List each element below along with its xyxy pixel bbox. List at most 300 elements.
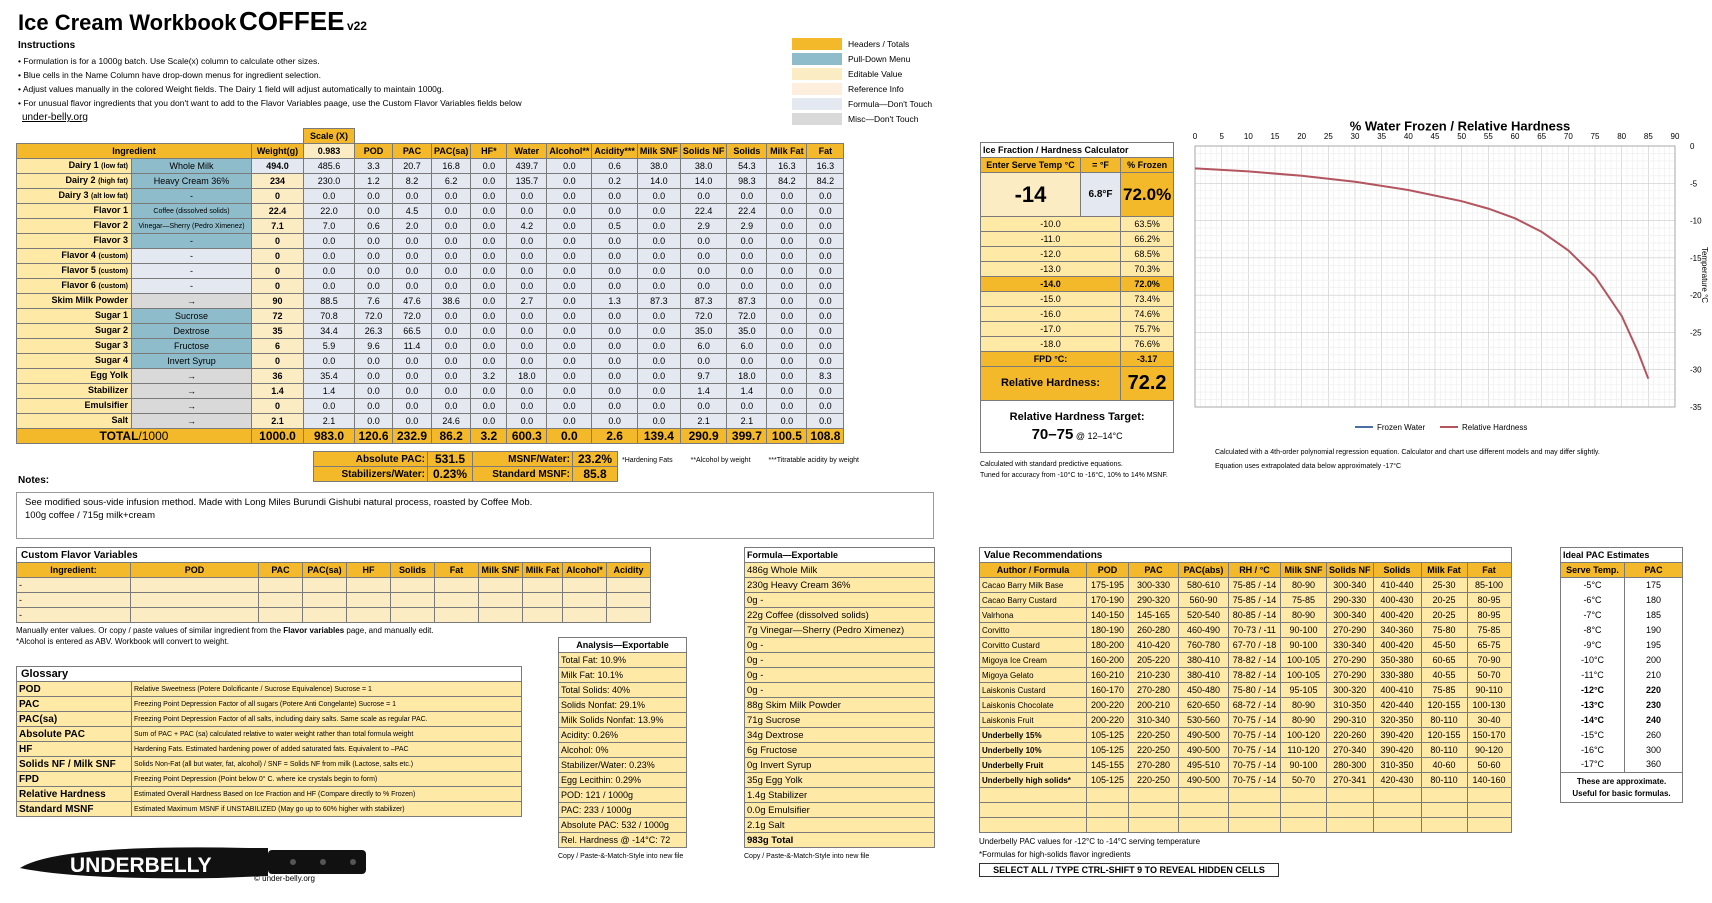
rec-cell: 80-90 [1281, 608, 1327, 623]
formula-row [745, 623, 935, 638]
value-cell: 0.0 [432, 309, 471, 324]
ingredient-label-sub: (low fat) [101, 163, 128, 170]
custom-cell[interactable] [391, 608, 435, 623]
value-cell: 11.4 [393, 339, 432, 354]
analysis-item: Rel. Hardness @ -14°C: 72 [559, 833, 687, 848]
ingredient-row [17, 369, 844, 384]
weight-input[interactable]: 90 [252, 294, 304, 309]
ingredient-label [17, 249, 132, 264]
value-cell: 0.0 [304, 234, 355, 249]
ingredient-name-select: → [132, 384, 252, 399]
pac-temp: -17°C [1561, 758, 1625, 773]
custom-cell[interactable] [391, 578, 435, 593]
custom-col-header: POD [131, 563, 259, 578]
value-cell: 3.3 [355, 159, 393, 174]
custom-cell[interactable]: - [17, 578, 131, 593]
custom-cell[interactable] [607, 608, 651, 623]
value-cell: 38.0 [637, 159, 680, 174]
custom-cell[interactable]: - [17, 593, 131, 608]
ingredient-name-select[interactable]: Heavy Cream 36% [132, 174, 252, 189]
rec-cell: 620-650 [1179, 698, 1229, 713]
ice-temp: -12.0 [981, 247, 1121, 262]
value-cell: 0.0 [637, 264, 680, 279]
value-cell: 0.0 [807, 399, 844, 414]
fahrenheit-header: = °F [1081, 158, 1121, 173]
value-cell: 0.0 [471, 234, 507, 249]
rec-cell: 50-70 [1281, 773, 1327, 788]
value-cell: 0.0 [807, 324, 844, 339]
weight-input[interactable]: 0 [252, 189, 304, 204]
y-tick-label: -20 [1690, 291, 1702, 301]
pac-row [1561, 698, 1683, 713]
custom-cell[interactable] [523, 593, 563, 608]
rec-cell: 145-165 [1129, 608, 1179, 623]
rec-cell: 580-610 [1179, 578, 1229, 593]
chart-note: Equation uses extrapolated data below approximately -17°C [1215, 463, 1402, 470]
pac-row [1561, 578, 1683, 593]
ingredient-label [17, 324, 132, 339]
rec-row [980, 623, 1512, 638]
legend-swatch [792, 113, 842, 125]
formula-row [745, 578, 935, 593]
value-cell: 0.6 [355, 219, 393, 234]
ingredient-label [17, 309, 132, 324]
rec-cell: 45-50 [1421, 638, 1467, 653]
custom-cell[interactable] [479, 593, 523, 608]
value-cell: 0.5 [592, 219, 638, 234]
pac-temp: -12°C [1561, 683, 1625, 698]
custom-cell[interactable] [131, 578, 259, 593]
total-value: 0.0 [547, 429, 592, 444]
analysis-item: Solids Nonfat: 29.1% [559, 698, 687, 713]
custom-cell[interactable] [259, 593, 303, 608]
glossary-term: HF [17, 742, 132, 757]
x-tick-label: 45 [1430, 132, 1440, 141]
custom-cell[interactable] [563, 608, 607, 623]
instructions-heading: Instructions [18, 40, 76, 51]
rec-cell: 310-340 [1129, 713, 1179, 728]
weight-input[interactable]: 1.4 [252, 384, 304, 399]
pac-value: 220 [1625, 683, 1683, 698]
weight-input[interactable]: 0 [252, 279, 304, 294]
instructions-block [18, 40, 618, 123]
ice-frozen: 76.6% [1121, 337, 1174, 352]
value-cell: 0.0 [547, 399, 592, 414]
value-cell: 0.0 [471, 414, 507, 429]
instruction-line: • Adjust values manually in the colored Weight fields. The Dairy 1 field will adjust automatically to maintain 1000g. [18, 84, 444, 94]
y-tick-label: -25 [1690, 328, 1702, 338]
value-cell: 0.0 [767, 339, 807, 354]
value-cell: 0.0 [767, 234, 807, 249]
rec-empty-cell [1229, 818, 1281, 833]
value-cell: 0.0 [767, 384, 807, 399]
rec-empty-cell [1129, 818, 1179, 833]
notes-field[interactable] [16, 492, 934, 539]
rec-cell: 90-120 [1467, 743, 1511, 758]
glossary-def: Solids Non-Fat (all but water, fat, alcohol) / SNF = Solids NF from milk (Lactose, salts etc.) [132, 757, 522, 772]
rec-cell: 290-310 [1327, 713, 1374, 728]
rec-cell: 75-80 [1421, 623, 1467, 638]
rec-cell: 220-250 [1129, 743, 1179, 758]
custom-col-header: Ingredient: [17, 563, 131, 578]
ingredient-name-select[interactable]: Whole Milk [132, 159, 252, 174]
custom-cell[interactable] [523, 608, 563, 623]
value-cell: 0.0 [547, 369, 592, 384]
value-cell: 66.5 [393, 324, 432, 339]
analysis-item: Absolute PAC: 532 / 1000g [559, 818, 687, 833]
formula-row [745, 683, 935, 698]
value-cell: 0.0 [637, 399, 680, 414]
scale-label: Scale (X) [304, 129, 355, 144]
value-cell: 20.7 [393, 159, 432, 174]
rec-cell: Corvitto [980, 623, 1087, 638]
value-cell: 0.0 [393, 264, 432, 279]
custom-cell[interactable] [479, 578, 523, 593]
ingredient-row [17, 384, 844, 399]
rec-cell: 105-125 [1087, 743, 1129, 758]
custom-cell[interactable] [563, 593, 607, 608]
rec-cell: 270-290 [1327, 623, 1374, 638]
rec-cell: 220-250 [1129, 728, 1179, 743]
custom-cell[interactable] [391, 593, 435, 608]
formula-item: 22g Coffee (dissolved solids) [745, 608, 935, 623]
ingredient-label-sub: (custom) [98, 253, 128, 260]
value-cell: 0.0 [767, 399, 807, 414]
weight-input[interactable]: 2.1 [252, 414, 304, 429]
rec-title-row [980, 548, 1512, 563]
weight-input[interactable]: 0 [252, 264, 304, 279]
value-cell: 0.0 [355, 234, 393, 249]
value-cell: 9.6 [355, 339, 393, 354]
ingredient-name-select[interactable]: Dextrose [132, 324, 252, 339]
col-header: Solids NF [680, 144, 727, 159]
footnote: **Alcohol by weight [690, 457, 751, 464]
total-value: 232.9 [393, 429, 432, 444]
value-cell: 0.0 [547, 204, 592, 219]
formula-row [745, 728, 935, 743]
rec-cell: 90-100 [1281, 638, 1327, 653]
rec-cell: 80-90 [1281, 713, 1327, 728]
value-cell: 14.0 [637, 174, 680, 189]
value-cell: 24.6 [432, 414, 471, 429]
rec-cell: 410-420 [1129, 638, 1179, 653]
rec-empty-cell [1327, 788, 1374, 803]
value-cell: 0.0 [432, 249, 471, 264]
legend-label: Headers / Totals [848, 38, 910, 49]
summary-value: 23.2% [573, 452, 618, 467]
rec-col-header: Milk SNF [1281, 563, 1327, 578]
rec-note-2: *Formulas for high-solids flavor ingredients [979, 850, 1131, 859]
value-cell: 0.0 [727, 354, 767, 369]
y-tick-label: -10 [1690, 216, 1702, 226]
custom-note-c: page, and manually edit. [346, 626, 434, 635]
ingredient-name-select: → [132, 369, 252, 384]
y-tick-label: -5 [1690, 179, 1698, 189]
rec-cell: 160-200 [1087, 653, 1129, 668]
weight-input[interactable]: 7.1 [252, 219, 304, 234]
rec-cell: 210-230 [1129, 668, 1179, 683]
rec-cell: 300-340 [1327, 608, 1374, 623]
value-cell: 0.0 [807, 354, 844, 369]
rec-cell: 20-25 [1421, 608, 1467, 623]
weight-input[interactable]: 36 [252, 369, 304, 384]
value-cell: 0.0 [592, 369, 638, 384]
ingredient-label [17, 354, 132, 369]
value-cell: 18.0 [727, 369, 767, 384]
weight-input[interactable]: 0 [252, 249, 304, 264]
value-cell: 0.0 [637, 369, 680, 384]
logo-text: UNDERBELLY [70, 854, 212, 877]
footnote: *Hardening Fats [622, 457, 673, 464]
value-cell: 1.4 [727, 384, 767, 399]
weight-input[interactable]: 6 [252, 339, 304, 354]
value-cell: 72.0 [355, 309, 393, 324]
rec-cell: 100-105 [1281, 653, 1327, 668]
rec-empty-cell [1129, 803, 1179, 818]
value-cell: 26.3 [355, 324, 393, 339]
rec-cell: 50-70 [1467, 668, 1511, 683]
pac-temp: -7°C [1561, 608, 1625, 623]
pac-value: 190 [1625, 623, 1683, 638]
ingredient-name-select[interactable]: Sucrose [132, 309, 252, 324]
ingredient-label-text: Flavor 6 [61, 280, 96, 290]
ingredient-label [17, 159, 132, 174]
select-all-button[interactable]: SELECT ALL / TYPE CTRL-SHIFT 9 TO REVEAL HIDDEN CELLS [979, 863, 1279, 877]
value-cell: 0.0 [393, 249, 432, 264]
x-tick-label: 15 [1270, 132, 1280, 141]
ingredient-name-select[interactable]: Vinegar—Sherry (Pedro Ximenez) [132, 219, 252, 234]
custom-cell[interactable] [607, 593, 651, 608]
value-cell: 0.0 [355, 189, 393, 204]
value-cell: 0.0 [471, 189, 507, 204]
value-cell: 0.0 [547, 249, 592, 264]
legend-label: Misc—Don't Touch [848, 113, 919, 124]
pac-value: 300 [1625, 743, 1683, 758]
rec-cell: 70-90 [1467, 653, 1511, 668]
custom-cell[interactable] [435, 593, 479, 608]
formula-row [745, 698, 935, 713]
weight-input[interactable]: 22.4 [252, 204, 304, 219]
ingredient-name-select[interactable]: - [132, 189, 252, 204]
rec-cell: 350-380 [1373, 653, 1421, 668]
custom-note-b: Flavor variables [283, 626, 345, 635]
summary-row [314, 452, 618, 467]
value-cell: 0.0 [592, 414, 638, 429]
value-cell: 0.0 [637, 414, 680, 429]
pac-value: 200 [1625, 653, 1683, 668]
ingredient-label-sub: (custom) [98, 283, 128, 290]
ingredient-label-text: Flavor 4 [61, 250, 96, 260]
weight-input[interactable]: 0 [252, 234, 304, 249]
custom-cell[interactable]: - [17, 608, 131, 623]
rec-cell: Laiskonis Chocolate [980, 698, 1087, 713]
notes-text-1: See modified sous-vide infusion method. Made with Long Miles Burundi Gishubi natural process, roasted by Coffee Mob. [25, 497, 533, 508]
value-cell: 0.0 [355, 249, 393, 264]
scale-row [17, 129, 844, 144]
custom-cell[interactable] [259, 578, 303, 593]
rec-empty-cell [1087, 818, 1129, 833]
col-header: Solids [727, 144, 767, 159]
custom-cell[interactable] [523, 578, 563, 593]
custom-cell[interactable] [131, 608, 259, 623]
value-cell: 98.3 [727, 174, 767, 189]
value-recommendations-table [979, 547, 1512, 877]
rec-cell: 70-73 / -11 [1229, 623, 1281, 638]
value-cell: 0.0 [767, 369, 807, 384]
ingredient-label [17, 414, 132, 429]
weight-input[interactable]: 234 [252, 174, 304, 189]
value-cell: 0.0 [471, 309, 507, 324]
custom-cell[interactable] [435, 578, 479, 593]
ingredient-name-select[interactable]: Fructose [132, 339, 252, 354]
value-cell: 0.0 [592, 279, 638, 294]
ingredient-label [17, 294, 132, 309]
custom-cell[interactable] [607, 578, 651, 593]
custom-cell[interactable] [303, 608, 347, 623]
value-cell: 18.0 [507, 369, 547, 384]
rec-header-row [980, 563, 1512, 578]
value-cell: 0.0 [304, 249, 355, 264]
rec-empty-cell [1179, 788, 1229, 803]
rec-cell: 150-170 [1467, 728, 1511, 743]
glossary-def: Freezing Point Depression Factor of all salts, including dairy salts. Same scale as regular PAC. [132, 712, 522, 727]
ingredient-name-select[interactable]: Coffee (dissolved solids) [132, 204, 252, 219]
total-value: 399.7 [727, 429, 767, 444]
weight-input[interactable]: 35 [252, 324, 304, 339]
rec-cell: 75-80 / -14 [1229, 683, 1281, 698]
value-cell: 0.0 [767, 219, 807, 234]
weight-input[interactable]: 0 [252, 354, 304, 369]
total-value: 139.4 [637, 429, 680, 444]
ingredient-label-text: Sugar 1 [94, 310, 128, 320]
instructions-link[interactable]: under-belly.org [22, 112, 88, 123]
ingredient-label-text: Skim Milk Powder [51, 295, 128, 305]
ingredient-row [17, 204, 844, 219]
value-cell: 0.0 [767, 354, 807, 369]
legend-swatch [792, 68, 842, 80]
custom-cell[interactable] [131, 593, 259, 608]
value-cell: 0.0 [471, 384, 507, 399]
rec-empty-cell [980, 803, 1087, 818]
custom-cell[interactable] [563, 578, 607, 593]
ice-frozen: 66.2% [1121, 232, 1174, 247]
value-cell: 1.4 [304, 384, 355, 399]
custom-flavor-note-1 [16, 626, 651, 635]
custom-cell[interactable] [259, 608, 303, 623]
page-title [18, 6, 367, 37]
pac-header-row [1561, 563, 1683, 578]
value-cell: 0.0 [471, 354, 507, 369]
formula-row [745, 713, 935, 728]
ice-frozen: 63.5% [1121, 217, 1174, 232]
value-cell: 0.0 [592, 189, 638, 204]
formula-item: 6g Fructose [745, 743, 935, 758]
custom-cell[interactable] [479, 608, 523, 623]
ice-fraction-row [981, 262, 1174, 277]
ice-temp: -11.0 [981, 232, 1121, 247]
ingredient-name-select[interactable]: - [132, 234, 252, 249]
chart-title: % Water Frozen / Relative Hardness [1349, 118, 1571, 134]
legend-label: Pull-Down Menu [848, 53, 911, 64]
rec-cell: 75-85 / -14 [1229, 578, 1281, 593]
analysis-table [558, 637, 687, 860]
rec-row [980, 743, 1512, 758]
rec-cell: Valrhona [980, 608, 1087, 623]
ingredient-label-text: Flavor 1 [93, 205, 128, 215]
ingredient-label-text: Emulsifier [84, 400, 128, 410]
ingredient-name-select[interactable]: Invert Syrup [132, 354, 252, 369]
value-cell: 6.2 [432, 174, 471, 189]
value-cell: 72.0 [393, 309, 432, 324]
pac-value: 175 [1625, 578, 1683, 593]
value-cell: 2.9 [680, 219, 727, 234]
value-cell: 0.0 [432, 369, 471, 384]
analysis-row [559, 713, 687, 728]
custom-cell[interactable] [303, 593, 347, 608]
custom-cell[interactable] [435, 608, 479, 623]
value-cell: 0.0 [767, 264, 807, 279]
serve-temp-input[interactable]: -14 [981, 173, 1081, 217]
rec-col-header: Solids [1373, 563, 1421, 578]
analysis-row [559, 803, 687, 818]
rec-empty-cell [1467, 788, 1511, 803]
value-cell: 0.0 [807, 339, 844, 354]
custom-cell[interactable] [347, 578, 391, 593]
rec-cell: 100-105 [1281, 668, 1327, 683]
legend-item [792, 96, 932, 111]
rec-cell: Laiskonis Fruit [980, 713, 1087, 728]
value-cell: 0.0 [547, 174, 592, 189]
analysis-item: Total Solids: 40% [559, 683, 687, 698]
pac-temp: -14°C [1561, 713, 1625, 728]
rec-cell: 70-75 / -14 [1229, 713, 1281, 728]
custom-cell[interactable] [303, 578, 347, 593]
rec-cell: 300-340 [1327, 578, 1374, 593]
rec-cell: 50-60 [1467, 758, 1511, 773]
scale-input[interactable]: 0.983 [304, 144, 355, 159]
instruction-line: • Formulation is for a 1000g batch. Use Scale(x) column to calculate other sizes. [18, 56, 320, 66]
value-cell: 0.0 [807, 234, 844, 249]
value-cell: 0.0 [767, 249, 807, 264]
instructions-list [18, 54, 618, 110]
ingredient-label [17, 219, 132, 234]
weight-input[interactable]: 0 [252, 399, 304, 414]
rec-cell: 80-110 [1421, 773, 1467, 788]
rec-cell: 490-500 [1179, 728, 1229, 743]
glossary-term: Relative Hardness [17, 787, 132, 802]
value-cell: 0.0 [592, 309, 638, 324]
custom-cell[interactable] [347, 608, 391, 623]
workbook-title: Ice Cream Workbook [18, 10, 237, 35]
value-cell: 0.0 [304, 399, 355, 414]
y-tick-label: 0 [1690, 142, 1695, 151]
pac-value: 240 [1625, 713, 1683, 728]
weight-input[interactable]: 72 [252, 309, 304, 324]
analysis-row [559, 818, 687, 833]
rec-empty-cell [1179, 803, 1229, 818]
value-cell: 22.4 [727, 204, 767, 219]
hardness-target-box [981, 401, 1174, 453]
value-cell: 16.8 [432, 159, 471, 174]
pac-row [1561, 683, 1683, 698]
rec-cell: 120-155 [1421, 728, 1467, 743]
formula-item: 983g Total [745, 833, 935, 848]
glossary-row [17, 772, 522, 787]
total-value: 983.0 [304, 429, 355, 444]
legend-item [792, 51, 932, 66]
custom-cell[interactable] [347, 593, 391, 608]
ingredient-label [17, 234, 132, 249]
